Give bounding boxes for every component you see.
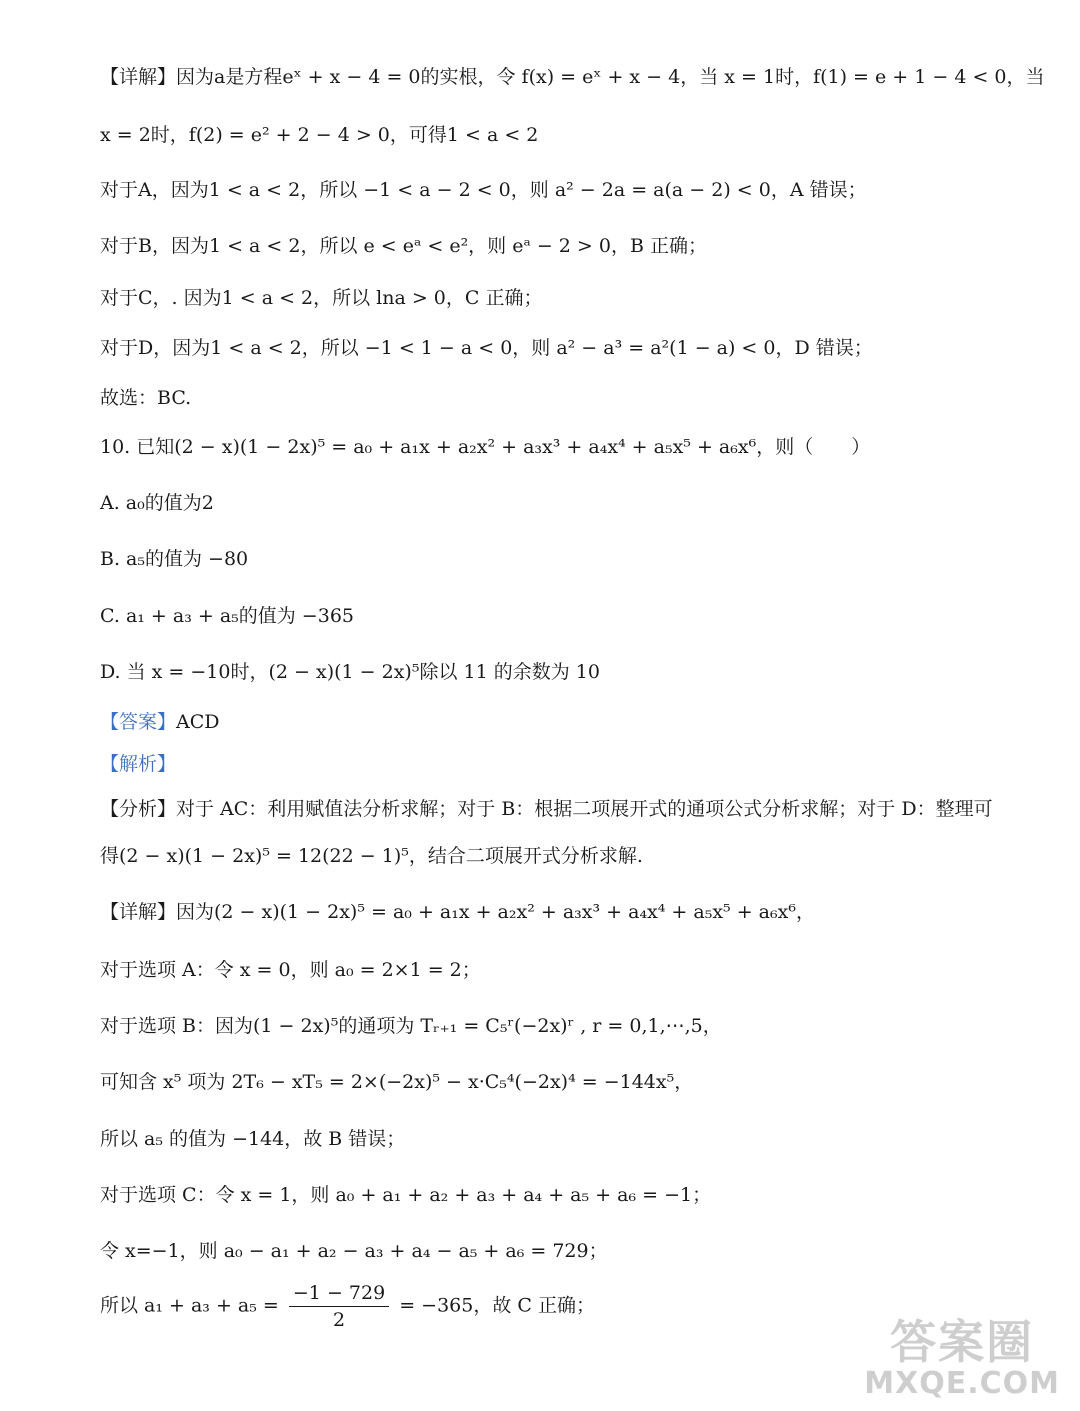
fraction-line bbox=[100, 1282, 990, 1331]
text-line bbox=[100, 899, 990, 925]
text-line bbox=[100, 385, 990, 411]
line-text: 对于选项 A：令 x = 0，则 a₀ = 2×1 = 2； bbox=[100, 959, 481, 981]
text-line bbox=[100, 1238, 990, 1264]
line-text: 可知含 x⁵ 项为 2T₆ − xT₅ = 2×(−2x)⁵ − x·C₅⁴(−2x)⁴ = −144x⁵， bbox=[100, 1071, 694, 1093]
line-text: 对于A，因为1 < a < 2，所以 −1 < a − 2 < 0，则 a² − 2a = a(a − 2) < 0，A 错误； bbox=[100, 179, 867, 201]
line-text: 【详解】因为a是方程eˣ + x − 4 = 0的实根，令 f(x) = eˣ + x − 4，当 x = 1时，f(1) = e + 1 − 4 < 0，当 bbox=[100, 66, 1045, 88]
line-text: 所以 a₅ 的值为 −144，故 B 错误； bbox=[100, 1128, 406, 1150]
line-text: 得(2 − x)(1 − 2x)⁵ = 12(22 − 1)⁵，结合二项展开式分析求解. bbox=[100, 845, 643, 867]
text-line bbox=[100, 1126, 990, 1152]
text-line bbox=[100, 285, 990, 311]
text-line bbox=[100, 434, 990, 460]
text-line bbox=[100, 796, 993, 822]
text-line bbox=[100, 177, 990, 203]
line-text: ACD bbox=[176, 711, 220, 733]
fraction bbox=[289, 1282, 389, 1331]
line-text: D. 当 x = −10时，(2 − x)(1 − 2x)⁵除以 11 的余数为 10 bbox=[100, 661, 600, 683]
text-line bbox=[100, 957, 990, 983]
text-line bbox=[100, 64, 1045, 90]
line-text: 故选：BC. bbox=[100, 387, 192, 409]
fraction-line-prefix: 所以 a₁ + a₃ + a₅ = bbox=[100, 1294, 279, 1317]
line-text: A. a₀的值为2 bbox=[100, 492, 214, 514]
line-text: 对于C，. 因为1 < a < 2，所以 lna > 0，C 正确； bbox=[100, 287, 543, 309]
line-text: 【详解】因为(2 − x)(1 − 2x)⁵ = a₀ + a₁x + a₂x² + a₃x³ + a₄x⁴ + a₅x⁵ + a₆x⁶， bbox=[100, 901, 815, 923]
text-line bbox=[100, 1069, 990, 1095]
line-text: 对于选项 C：令 x = 1，则 a₀ + a₁ + a₂ + a₃ + a₄ + a₅ + a₆ = −1； bbox=[100, 1184, 712, 1206]
text-line bbox=[100, 1182, 990, 1208]
text-line bbox=[100, 546, 990, 572]
line-text: x = 2时，f(2) = e² + 2 − 4 > 0，可得1 < a < 2 bbox=[100, 124, 539, 146]
text-line bbox=[100, 233, 990, 259]
fraction-denominator: 2 bbox=[332, 1309, 346, 1331]
text-line bbox=[100, 335, 990, 361]
line-text: 对于B，因为1 < a < 2，所以 e < eᵃ < e²，则 eᵃ − 2 > 0，B 正确； bbox=[100, 235, 707, 257]
text-line bbox=[100, 751, 990, 777]
line-text: 对于D，因为1 < a < 2，所以 −1 < 1 − a < 0，则 a² − a³ = a²(1 − a) < 0，D 错误； bbox=[100, 337, 873, 359]
text-line bbox=[100, 843, 990, 869]
fraction-numerator: −1 − 729 bbox=[289, 1282, 389, 1307]
watermark-top: 答案圈 bbox=[890, 1315, 1035, 1369]
watermark-logo bbox=[864, 1317, 1060, 1401]
text-line bbox=[100, 1013, 990, 1039]
line-text: 【分析】对于 AC：利用赋值法分析求解；对于 B：根据二项展开式的通项公式分析求解；对于 D：整理可 bbox=[100, 798, 993, 820]
line-text: B. a₅的值为 −80 bbox=[100, 548, 249, 570]
fraction-line-suffix: = −365，故 C 正确； bbox=[399, 1294, 595, 1317]
text-line bbox=[100, 490, 990, 516]
text-line bbox=[100, 709, 990, 735]
text-line bbox=[100, 122, 990, 148]
text-line bbox=[100, 603, 990, 629]
watermark-bottom: MXQE.COM bbox=[864, 1366, 1060, 1401]
line-text: 对于选项 B：因为(1 − 2x)⁵的通项为 Tᵣ₊₁ = C₅ʳ(−2x)ʳ , r = 0,1,⋯,5， bbox=[100, 1015, 722, 1037]
line-text: 令 x=−1，则 a₀ − a₁ + a₂ − a₃ + a₄ − a₅ + a₆ = 729； bbox=[100, 1240, 608, 1262]
text-line bbox=[100, 659, 990, 685]
section-label: 【答案】 bbox=[100, 711, 177, 733]
line-text: C. a₁ + a₃ + a₅的值为 −365 bbox=[100, 605, 354, 627]
section-label: 【解析】 bbox=[100, 753, 177, 775]
line-text: 10. 已知(2 − x)(1 − 2x)⁵ = a₀ + a₁x + a₂x² + a₃x³ + a₄x⁴ + a₅x⁵ + a₆x⁶，则（ ） bbox=[100, 436, 871, 458]
